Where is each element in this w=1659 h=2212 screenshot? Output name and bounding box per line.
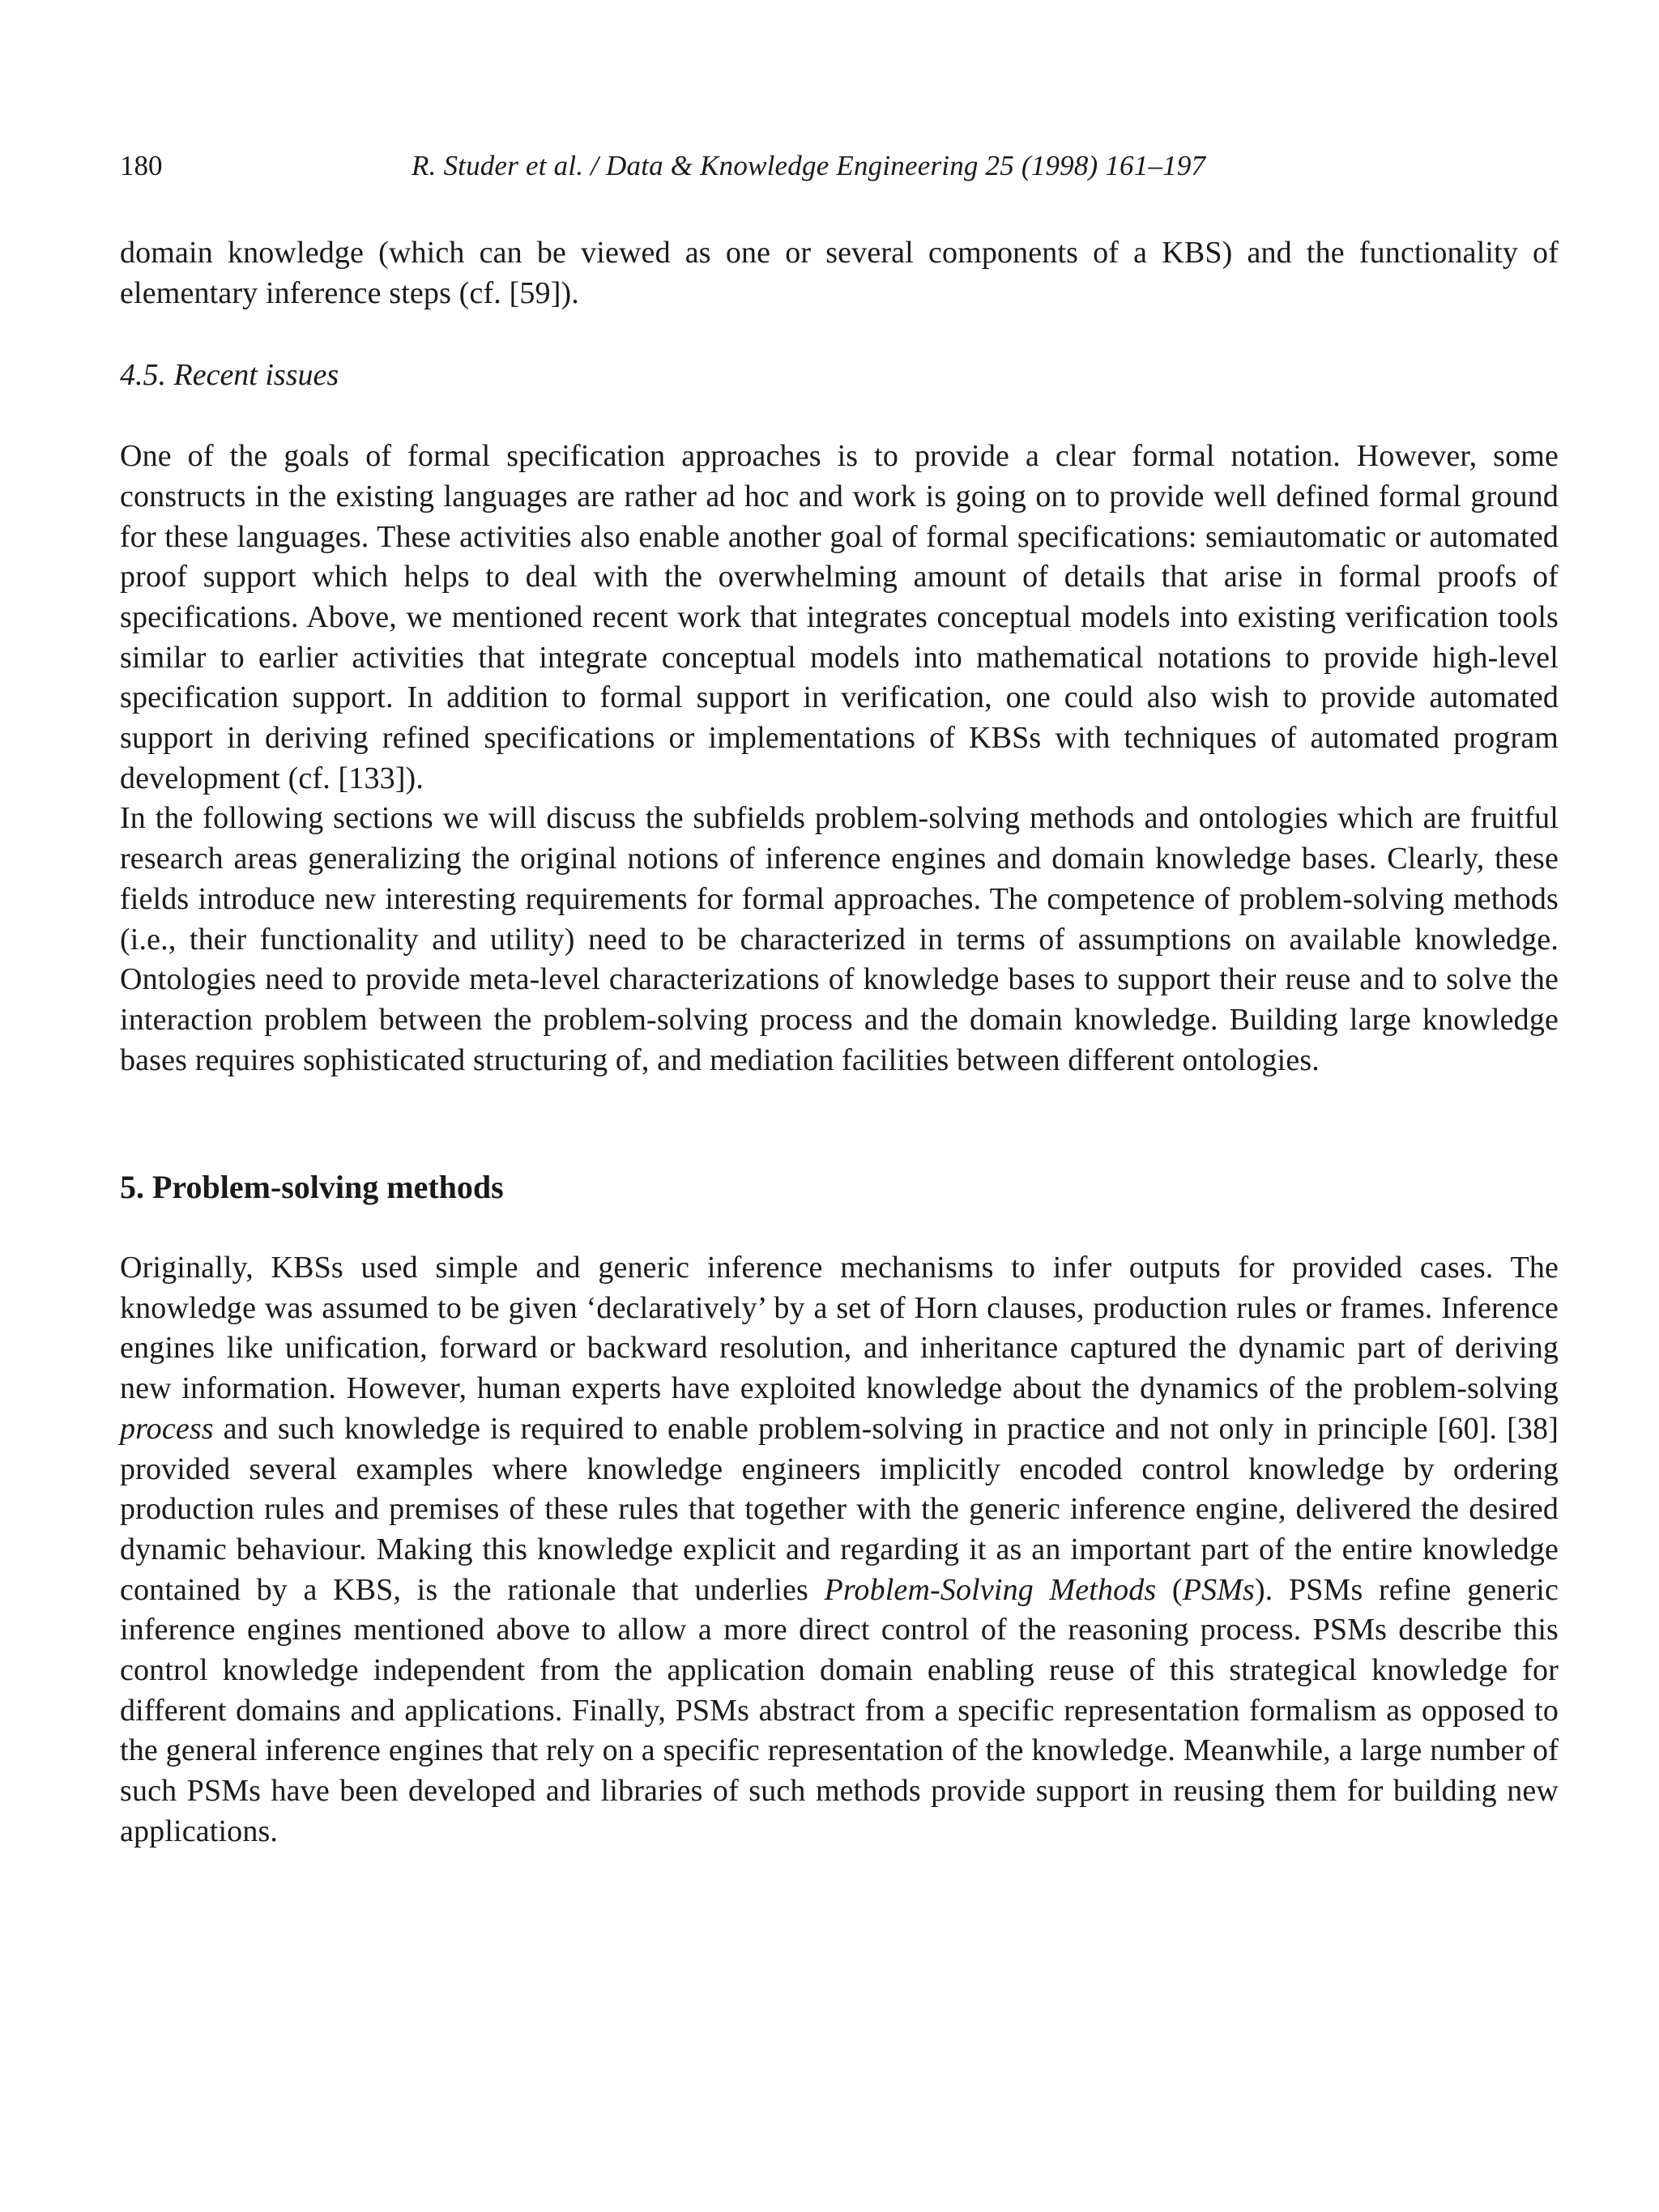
recent-issues-paragraph-1 xyxy=(120,437,1559,799)
psm-paragraph-part-4: ). PSMs refine generic inference engines mentioned above to allow a more direct control of the reasoning process. PSMs describe this control knowledge independent from the application domain enabling reuse of this strategical knowledge for different domains and applications. Finally, PSMs abstract from a specific representation formalism as opposed to the general inference engines that rely on a specific representation of the knowledge. Meanwhile, a large number of such PSMs have been developed and libraries of such methods provide support in reusing them for building new applications. xyxy=(120,1572,1559,1848)
psm-paragraph-emphasis-psm-abbrev: PSMs xyxy=(1182,1572,1255,1607)
section-heading-5: 5. Problem-solving methods xyxy=(120,1169,504,1206)
psm-paragraph-emphasis-process: process xyxy=(120,1411,214,1446)
running-header xyxy=(120,144,1559,188)
recent-issues-paragraph-2 xyxy=(120,799,1559,1080)
subsection-heading-4-5: 4.5. Recent issues xyxy=(120,358,339,393)
page-number: 180 xyxy=(120,150,163,181)
recent-issues-paragraph-1-text: One of the goals of formal specification approaches is to provide a clear formal notation. However, some constructs in the existing languages are rather ad hoc and work is going on to provide well defined formal ground for these languages. These activities also enable another goal of formal specifications: semiautomatic or automated proof support which helps to deal with the overwhelming amount of details that arise in formal proofs of specifications. Above, we mentioned recent work that integrates conceptual models into existing verification tools similar to earlier activities that integrate conceptual models into mathematical notations to provide high-level specification support. In addition to formal support in verification, one could also wish to provide automated support in deriving refined specifications or implementations of KBSs with techniques of automated program development (cf. [133]). xyxy=(120,439,1559,795)
psm-paragraph-part-2: and such knowledge is required to enable problem-solving in practice and not only in principle [60]. [38] provided several examples where knowledge engineers implicitly encoded control knowledge by ordering production rules and premises of these rules that together with the generic inference engine, delivered the desired dynamic behaviour. Making this knowledge explicit and regarding it as an important part of the entire knowledge contained by a KBS, is the rationale that underlies xyxy=(120,1411,1559,1607)
continuation-paragraph: domain knowledge (which can be viewed as one or several components of a KBS) and the functionality of elementary inference steps (cf. [59]). xyxy=(120,236,1559,310)
psm-paragraph-part-1: Originally, KBSs used simple and generic inference mechanisms to infer outputs for provided cases. The knowledge was assumed to be given ‘declaratively’ by a set of Horn clauses, production rules or frames. Inference engines like unification, forward or backward resolution, and inheritance captured the dynamic part of deriving new information. However, human experts have exploited knowledge about the dynamics of the problem-solving xyxy=(120,1251,1559,1406)
journal-page xyxy=(120,144,1559,1852)
psm-paragraph-emphasis-psm-term: Problem-Solving Methods xyxy=(824,1572,1157,1607)
psm-paragraph-part-3: ( xyxy=(1156,1572,1183,1607)
psm-paragraph xyxy=(120,1248,1559,1852)
recent-issues-paragraph-2-text: In the following sections we will discuss the subfields problem-solving methods and ontologies which are fruitful research areas generalizing the original notions of inference engines and domain knowledge bases. Clearly, these fields introduce new interesting requirements for formal approaches. The competence of problem-solving methods (i.e., their functionality and utility) need to be characterized in terms of assumptions on available knowledge. Ontologies need to provide meta-level characterizations of knowledge bases to support their reuse and to solve the interaction problem between the problem-solving process and the domain knowledge. Building large knowledge bases requires sophisticated structuring of, and mediation facilities between different ontologies. xyxy=(120,801,1559,1077)
journal-reference: R. Studer et al. / Data & Knowledge Engineering 25 (1998) 161–197 xyxy=(412,150,1206,181)
